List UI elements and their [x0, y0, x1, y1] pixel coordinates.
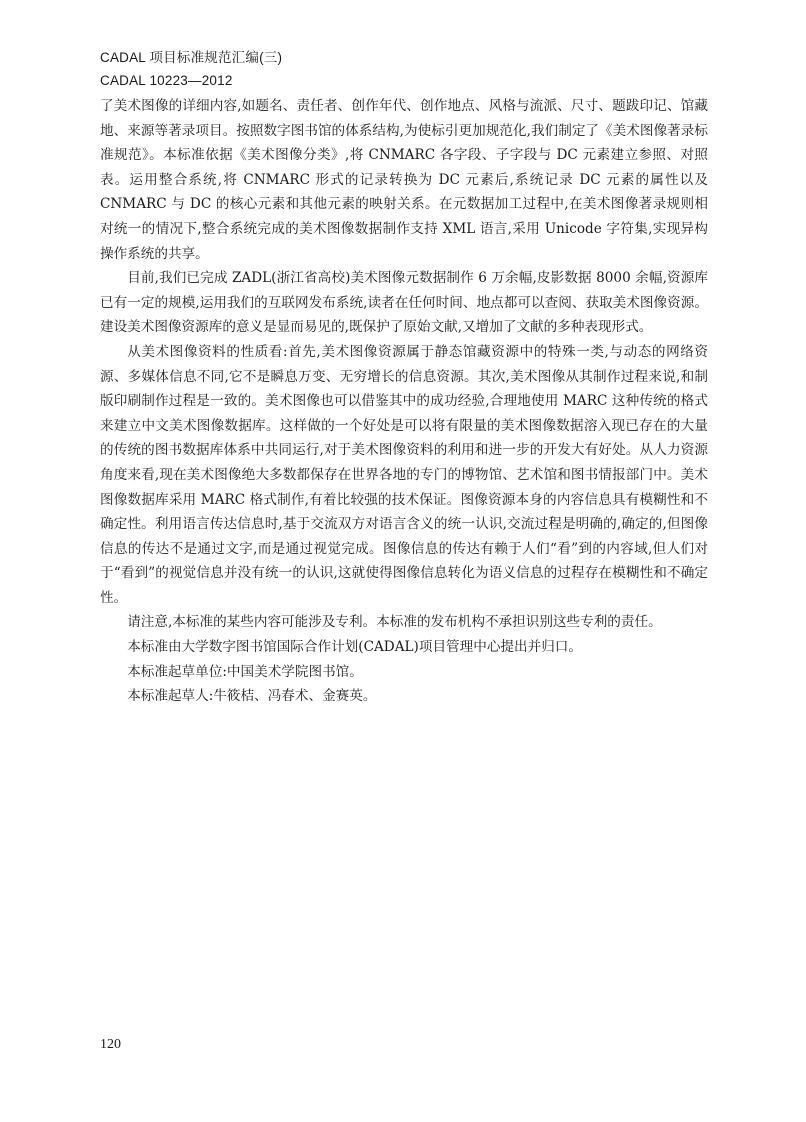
paragraph-nature: 从美术图像资料的性质看:首先,美术图像资源属于静态馆藏资源中的特殊一类,与动态的网络资源、多媒体信息不同,它不是瞬息万变、无穷增长的信息资源。其次,美术图像从其制作过程来说,和制版印刷制作过程是一致的。美术图像也可以借鉴其中的成功经验,合理地使用 MARC 这种传统的格式来建立中文美术图像数据库。这样做的一个好处是可以将有限量的美术图像数据溶入现已存在的大量的传统的图书数据库体系中共同运行,对于美术图像资料的利用和进一步的开发大有好处。从人力资源角度来看,现在美术图像绝大多数都保存在世界各地的专门的博物馆、艺术馆和图书情报部门中。美术图像数据库采用 MARC 格式制作,有着比较强的技术保证。图像资源本身的内容信息具有模糊性和不确定性。利用语言传达信息时,基于交流双方对语言含义的统一认识,交流过程是明确的,确定的,但图像信息的传达不是通过文字,而是通过视觉完成。图像信息的传达有赖于人们“看”到的内容域,但人们对于“看到”的视觉信息并没有统一的认识,这就使得图像信息转化为语义信息的过程存在模糊性和不确定性。: [100, 343, 708, 606]
paragraph-proposer: 本标准由大学数字图书馆国际合作计划(CADAL)项目管理中心提出并归口。: [127, 639, 582, 656]
paragraph-drafters: 本标准起草人:牛筱桔、冯春术、金赛英。: [127, 688, 377, 705]
running-header: [100, 46, 720, 92]
series-title: CADAL 项目标准规范汇编(三): [100, 50, 283, 65]
body-text: [100, 94, 708, 709]
page-number: 120: [100, 1037, 121, 1052]
paragraph-continuation: 了美术图像的详细内容,如题名、责任者、创作年代、创作地点、风格与流派、尺寸、题跋印记、馆藏地、来源等著录项目。按照数字图书馆的体系结构,为使标引更加规范化,我们制定了《美术图像著录标准规范》。本标准依据《美术图像分类》,将 CNMARC 各字段、子字段与 DC 元素建立参照、对照表。运用整合系统,将 CNMARC 形式的记录转换为 DC 元素后,系统记录 DC 元素的属性以及 CNMARC 与 DC 的核心元素和其他元素的映射关系。在元数据加工过程中,在美术图像著录规则相对统一的情况下,整合系统完成的美术图像数据制作支持 XML 语言,采用 Unicode 字符集,实现异构操作系统的共享。: [100, 98, 708, 262]
paragraph-drafting-unit: 本标准起草单位:中国美术学院图书馆。: [127, 663, 363, 680]
standard-code: CADAL 10223—2012: [100, 73, 233, 88]
paragraph-progress: 目前,我们已完成 ZADL(浙江省高校)美术图像元数据制作 6 万余幅,皮影数据 8000 余幅,资源库已有一定的规模,运用我们的互联网发布系统,读者在任何时间、地点都可以查阅、获取美术图像资源。建设美术图像资源库的意义是显而易见的,既保护了原始文献,又增加了文献的多种表现形式。: [100, 270, 708, 336]
paragraph-patent-notice: 请注意,本标准的某些内容可能涉及专利。本标准的发布机构不承担识别这些专利的责任。: [127, 614, 662, 631]
